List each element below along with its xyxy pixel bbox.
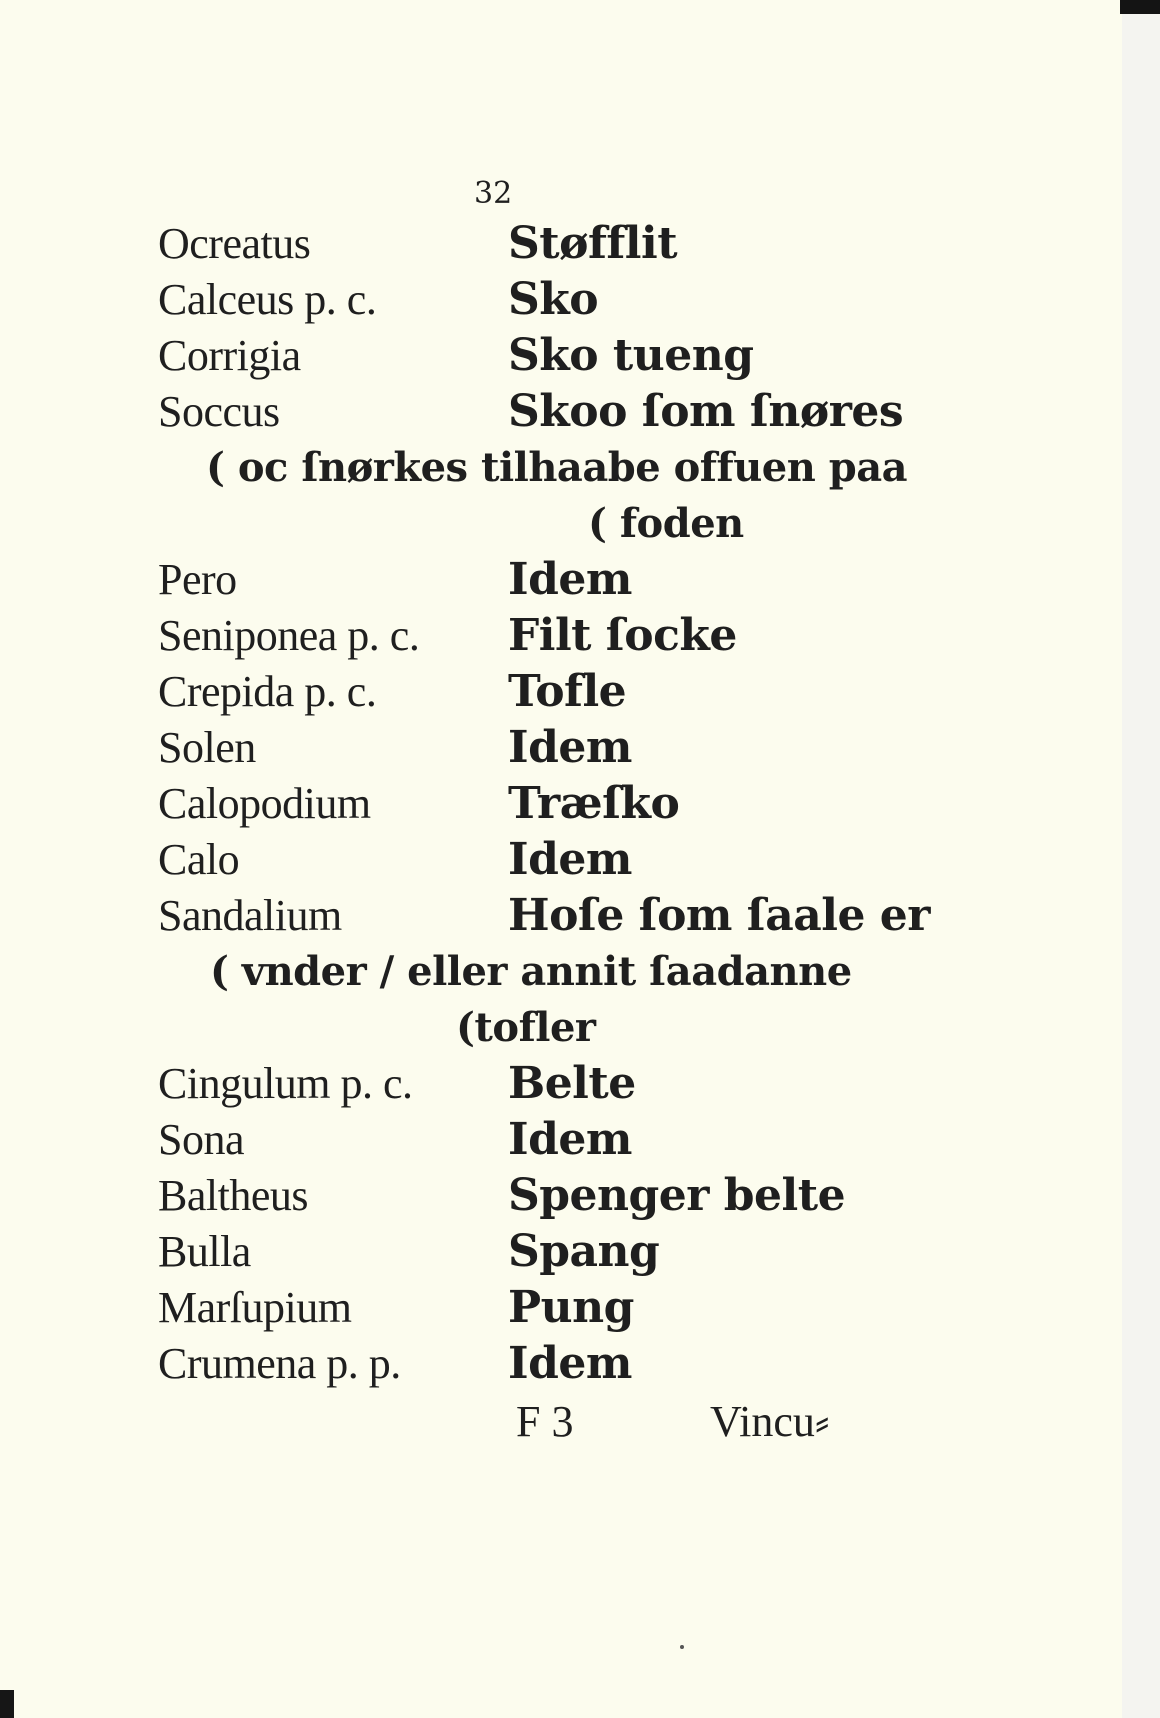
latin-term: Calo [158, 835, 240, 884]
latin-term: Soccus [158, 387, 280, 436]
danish-term: Tofle [508, 666, 627, 717]
latin-term: Calopodium [158, 779, 371, 828]
continuation-line: ( foden [588, 500, 744, 547]
latin-term: Calceus p. c. [158, 275, 377, 324]
signature-mark: F 3 [516, 1397, 574, 1446]
latin-term: Seniponea p. c. [158, 611, 420, 660]
danish-term: Filt ſocke [508, 610, 737, 661]
latin-term: Marſupium [158, 1283, 352, 1332]
danish-term: Idem [508, 834, 632, 885]
danish-term: Idem [508, 722, 632, 773]
ink-speck [680, 1645, 684, 1649]
latin-term: Crumena p. p. [158, 1339, 401, 1388]
danish-term: Skoo ſom ſnøres [508, 386, 904, 437]
danish-term: Pung [508, 1282, 634, 1333]
danish-term: Idem [508, 554, 632, 605]
latin-term: Crepida p. c. [158, 667, 377, 716]
danish-term: Sko [508, 274, 599, 325]
latin-term: Pero [158, 555, 237, 604]
latin-term: Bulla [158, 1227, 251, 1276]
latin-term: Sona [158, 1115, 244, 1164]
danish-term: Spenger belte [508, 1170, 846, 1221]
danish-term: Spang [508, 1226, 660, 1277]
continuation-line: ( vnder / eller annit ſaadanne [210, 948, 852, 995]
catchword: Vincu⸗ [710, 1397, 830, 1446]
continuation-line: ( oc ſnørkes tilhaabe offuen paa [206, 444, 908, 491]
danish-term: Støfflit [508, 218, 678, 269]
scan-edge-top-right [1120, 0, 1160, 14]
latin-term: Cingulum p. c. [158, 1059, 413, 1108]
latin-term: Ocreatus [158, 219, 311, 268]
danish-term: Træſko [508, 778, 680, 829]
continuation-line: (tofler [456, 1004, 596, 1051]
danish-term: Belte [508, 1058, 636, 1109]
danish-term: Sko tueng [508, 330, 754, 381]
page-number: 32 [474, 176, 513, 211]
latin-term: Solen [158, 723, 256, 772]
scan-edge-bottom-left [0, 1690, 14, 1718]
danish-term: Idem [508, 1338, 632, 1389]
scan-edge-strip [1122, 14, 1160, 1718]
danish-term: Hoſe ſom ſaale er [508, 890, 930, 941]
latin-term: Corrigia [158, 331, 301, 380]
latin-term: Sandalium [158, 891, 342, 940]
danish-term: Idem [508, 1114, 632, 1165]
latin-term: Baltheus [158, 1171, 308, 1220]
